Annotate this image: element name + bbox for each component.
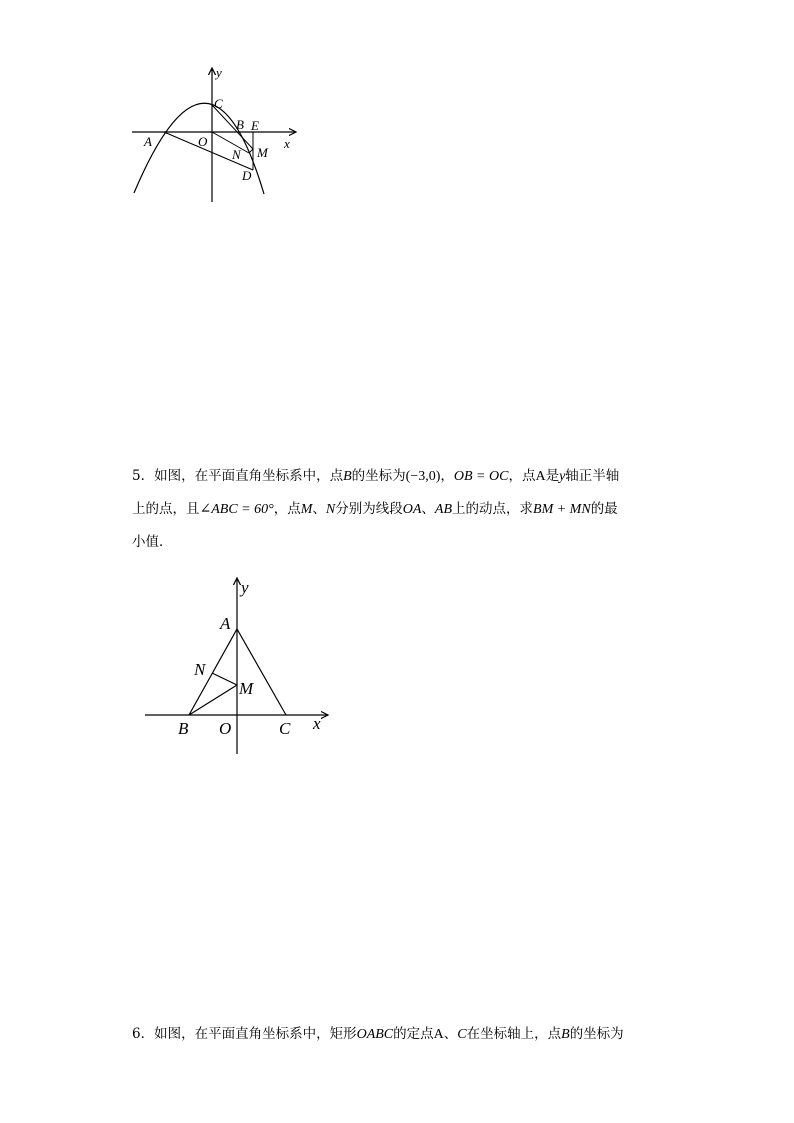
parabola-figure — [128, 62, 304, 204]
label-N: N — [232, 147, 241, 162]
label-A: A — [144, 134, 152, 149]
problem-5-line-1: 5．如图，在平面直角坐标系中，点B的坐标为(−3,0)，OB = OC，点A是y轴正半轴 — [132, 468, 620, 484]
line-CM — [212, 105, 253, 149]
problem-5-line-2: 上的点，且∠ABC = 60°，点M、N分别为线段OA、AB上的动点，求BM + MN的最 — [132, 501, 618, 517]
label-A: A — [220, 614, 231, 633]
label-C: C — [214, 96, 223, 111]
label-E: E — [251, 118, 259, 133]
label-N: N — [194, 660, 206, 679]
line-ON — [212, 132, 249, 153]
label-C: C — [279, 719, 291, 738]
label-D: D — [242, 168, 252, 183]
label-M: M — [239, 679, 254, 698]
label-O: O — [198, 134, 208, 149]
segment-MN — [212, 673, 237, 685]
problem-6 — [132, 1018, 672, 1051]
label-O: O — [219, 719, 232, 738]
line-NM — [249, 149, 253, 153]
problem-5 — [132, 460, 672, 559]
triangle-figure — [140, 572, 340, 760]
label-B: B — [178, 719, 189, 738]
label-y: y — [241, 578, 249, 597]
label-y: y — [216, 65, 222, 80]
label-x: x — [313, 714, 321, 733]
problem-5-line-3: 小值． — [132, 534, 173, 550]
segment-BM — [189, 685, 237, 715]
side-AC — [237, 629, 286, 715]
problem-6-line-1: 6．如图，在平面直角坐标系中，矩形OABC的定点A、C在坐标轴上，点B的坐标为 — [132, 1026, 624, 1042]
label-x: x — [284, 136, 290, 151]
label-M: M — [257, 145, 268, 160]
label-B: B — [236, 117, 244, 132]
